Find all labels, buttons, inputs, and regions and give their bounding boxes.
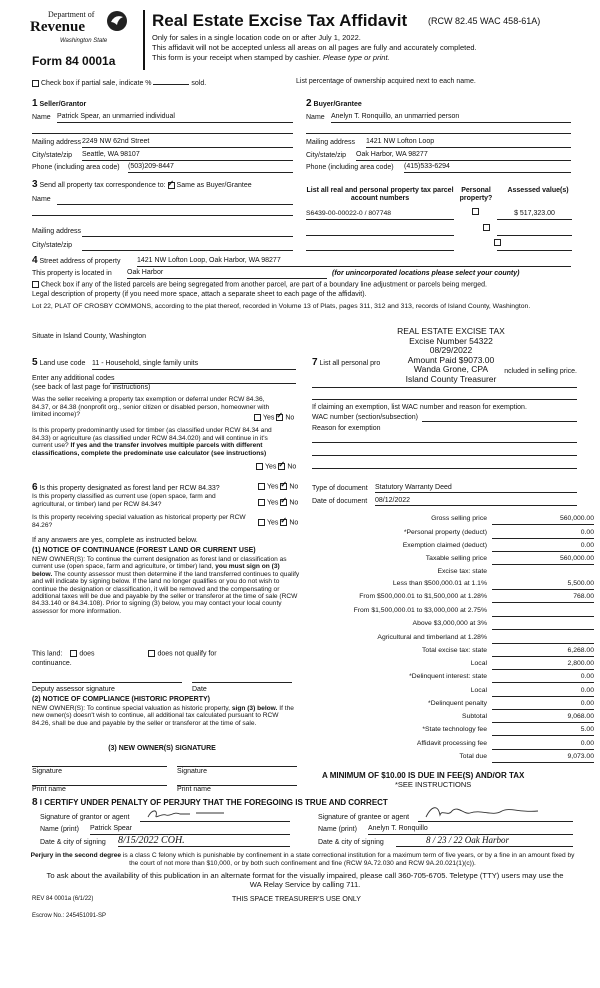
sec6-q3-yes[interactable] (258, 519, 265, 526)
seller-heading (32, 98, 86, 110)
partial-sale-checkbox[interactable] (32, 80, 39, 87)
print-name-label-1: Print name (32, 786, 66, 793)
form-number: Form 84 0001a (32, 54, 116, 68)
seller-city-label: City/state/zip (32, 152, 73, 159)
sec4-number: 4 (32, 255, 38, 266)
notice3-title: (3) NEW OWNER(S) SIGNATURE (108, 745, 216, 752)
grantor-sig-label: Signature of grantor or agent (40, 814, 130, 821)
calc-label: Local (470, 660, 487, 667)
form-title: Real Estate Excise Tax Affidavit (152, 11, 408, 30)
sec6-q3-yesno (258, 519, 298, 527)
calc-label: Exemption claimed (deduct) (402, 542, 487, 549)
sec7-label-a: List all personal pro (319, 360, 381, 367)
does-not-label: does not qualify for (157, 650, 217, 658)
sec5-q2-yesno (256, 463, 296, 471)
partial-sold-label: sold. (191, 80, 207, 87)
header-note2: This affidavit will not be accepted unless all areas on all pages are fully and accurately completed. (152, 43, 477, 52)
stamp-line6: Island County Treasurer (405, 373, 497, 384)
calc-value[interactable]: 5.00 (492, 726, 594, 736)
codes-label: Enter any additional codes (32, 375, 115, 382)
see-instructions: *SEE INSTRUCTIONS (395, 780, 472, 789)
legal-description[interactable]: Lot 22, PLAT OF CROSBY COMMONS, according to the plat thereof, recorded in Volume 13 of Plats, pages 311, 312 and 313, records of Island County, Washington. (32, 303, 531, 310)
wac-field[interactable] (422, 413, 577, 422)
calc-label: Local (470, 687, 487, 694)
located-label: This property is located in (32, 270, 112, 277)
reason-line2[interactable] (312, 447, 577, 456)
seller-name-label: Name (32, 114, 51, 121)
calc-value[interactable]: 2,800.00 (492, 660, 594, 670)
stamp-line2: Excise Number 54322 (409, 335, 493, 346)
calc-value[interactable]: 768.00 (492, 593, 594, 603)
sec5-q2 (32, 427, 284, 457)
sec6-q2: Is this property classified as current use (open space, farm and agricultural, or timber) land per RCW 84.34? (32, 493, 216, 508)
calc-value[interactable] (492, 568, 594, 578)
reason-line1[interactable] (312, 434, 577, 443)
grantee-name-field[interactable]: Anelyn T. Ronquillo (368, 825, 573, 835)
boundary-note: Check box if any of the listed parcels are being segregated from another parcel, are part of a boundary line adjustment or parcels being merged. (41, 281, 487, 289)
sec4-label: Street address of property (39, 258, 121, 265)
parcel-number-2[interactable] (306, 226, 454, 236)
owner-signature-1[interactable] (32, 757, 167, 767)
calc-value[interactable]: 0.00 (492, 700, 594, 710)
signature-label-2: Signature (177, 768, 207, 775)
grantee-signature-mark-icon (422, 803, 542, 821)
sec7-label-b: ncluded in selling price. (504, 368, 577, 375)
calc-label: *Delinquent interest: state (409, 673, 487, 680)
calc-row (312, 607, 597, 618)
buyer-city-label: City/state/zip (306, 152, 347, 159)
personal-property-checkbox-1[interactable] (472, 208, 479, 215)
sec3-heading (32, 179, 252, 191)
assessed-value-2[interactable] (497, 226, 572, 236)
codes-note: (see back of last page for instructions) (32, 384, 151, 391)
form-rcw: (RCW 82.45 WAC 458-61A) (428, 16, 541, 26)
sec3-mail-label: Mailing address (32, 228, 82, 235)
buyer-mail-field[interactable]: 1421 NW Lofton Loop (366, 138, 571, 148)
sec1-number: 1 (32, 98, 38, 109)
sec5-heading (32, 357, 85, 369)
sec3-name-line2[interactable] (32, 207, 293, 216)
rev-number: REV 84 0001a (6/1/22) (32, 896, 94, 902)
doc-date-label: Date of document (312, 498, 368, 505)
sec5-q2-no[interactable] (278, 463, 285, 470)
grantor-date-field[interactable]: 8/15/2022 COH. (118, 835, 290, 847)
calc-value[interactable] (492, 607, 594, 617)
header-note3 (152, 54, 390, 63)
grantee-name-label: Name (print) (318, 826, 357, 833)
land-label: This land: (32, 650, 63, 658)
calc-row (312, 753, 597, 764)
calc-row (312, 634, 597, 645)
does-qualify-checkbox[interactable] (70, 650, 77, 657)
calc-row (312, 713, 597, 724)
calc-value[interactable]: 0.00 (492, 542, 594, 552)
print-name-label-2: Print name (177, 786, 211, 793)
land-use-code-field[interactable]: 11 - Household, single family units (92, 360, 296, 370)
notice2-a: NEW OWNER(S): To continue special valuation as historic property, (32, 705, 232, 712)
situate-text: Situate in Island County, Washington (32, 333, 147, 340)
assessed-value-3[interactable] (497, 241, 572, 251)
partial-percent-field[interactable] (153, 77, 189, 85)
assessed-value-1[interactable]: $ 517,323.00 (497, 210, 572, 220)
stamp-line1: REAL ESTATE EXCISE TAX (397, 326, 505, 336)
calc-value[interactable]: 0.00 (492, 687, 594, 697)
land-qualify-row (32, 650, 217, 658)
sec3-name-label: Name (32, 196, 51, 203)
sec5-q2-bold: If yes and the transfer involves multiple parcels with different classifications, complete the predominate use calculator (see instructions) (32, 442, 267, 457)
calc-label: *State technology fee (422, 726, 487, 733)
sec5-q1-yesno (254, 414, 294, 422)
notice1-title: (1) NOTICE OF CONTINUANCE (FOREST LAND OR CURRENT USE) (32, 547, 256, 554)
sec6-q2-no[interactable] (280, 499, 287, 506)
calc-value[interactable]: 0.00 (492, 673, 594, 683)
calc-value[interactable]: 6,268.00 (492, 647, 594, 657)
seller-name-line2[interactable] (32, 125, 293, 134)
seller-phone-field[interactable]: (503)209-8447 (128, 163, 293, 173)
dor-logo (30, 8, 130, 48)
located-note: (for unincorporated locations please select your county) (332, 270, 520, 277)
calc-label: Total due (459, 753, 487, 760)
sec6-number: 6 (32, 482, 38, 493)
boundary-row (32, 281, 592, 289)
buyer-city-field[interactable]: Oak Harbor, WA 98277 (356, 151, 571, 161)
perjury-text (30, 852, 575, 867)
calc-label: Subtotal (462, 713, 487, 720)
sec6-q1-yesno (258, 483, 298, 491)
calc-row (312, 515, 597, 526)
legal-note: Legal description of property (if you need more space, attach a separate sheet to each page of the affidavit). (32, 291, 367, 298)
calc-row (312, 673, 597, 684)
located-field[interactable]: Oak Harbor (127, 269, 327, 279)
deputy-signature-line[interactable] (32, 673, 182, 683)
stamp-line3: 08/29/2022 (429, 345, 473, 356)
notice1-c: The county assessor must then determine if the land transferred continues to qualify and will indicate by signing below. If the land no longer qualifies or you do not wish to continue the designation or classification, it will be removed and the compensating or additional taxes will be due and payable by the seller or transferor at the time of sale (RCW 84.33.140 or 84.34.108). Prior to signing (3) below, you may contact your local county assessor for more information. (32, 570, 300, 615)
calc-label: Excise tax: state (437, 568, 487, 575)
signature-label-1: Signature (32, 768, 62, 775)
notice2-body (32, 705, 298, 727)
reason-label: Reason for exemption (312, 425, 381, 432)
calc-label: Total excise tax: state (422, 647, 487, 654)
calc-row (312, 726, 597, 737)
parcel-number-3[interactable] (306, 241, 454, 251)
sec7-line1[interactable] (312, 382, 577, 388)
sec6-q1: Is this property designated as forest land per RCW 84.33? (39, 485, 220, 492)
same-as-buyer-checkbox[interactable] (168, 182, 175, 189)
calc-value[interactable]: 0.00 (492, 740, 594, 750)
sec6-q3: Is this property receiving special valuation as historical property per RCW 84.26? (32, 514, 246, 529)
parcel-number-1[interactable]: S6439-00-00022-0 / 807748 (306, 210, 454, 220)
notice1-body (32, 556, 300, 615)
grantee-signature[interactable] (418, 811, 573, 822)
minimum-due: A MINIMUM OF $10.00 IS DUE IN FEE(S) AND/OR TAX (322, 771, 525, 780)
assessed-col-header: Assessed value(s) (507, 187, 569, 194)
doc-date-field[interactable]: 08/12/2022 (375, 497, 577, 506)
dept-line1: Department of (48, 10, 95, 19)
notice2-c: If the new owner(s) doesn't wish to continue, all additional tax calculated pursuant to RCW 84.26, shall be due and payable by the seller or transferor at the time of sale. (32, 705, 294, 727)
calc-row (312, 529, 597, 540)
calc-row (312, 620, 597, 631)
does-label: does (79, 650, 95, 658)
buyer-name-field[interactable]: Anelyn T. Ronquillo, an unmarried person (331, 113, 571, 123)
partial-sale-row (32, 77, 206, 88)
note3-a: This form is your receipt when stamped by cashier. (152, 53, 323, 62)
yes-label: Yes (263, 414, 275, 422)
sec7-number: 7 (312, 357, 318, 368)
seller-mail-field[interactable]: 2249 NW 62nd Street (82, 138, 293, 148)
calc-row (312, 660, 597, 671)
sec6-q2-yes[interactable] (258, 499, 265, 506)
parcel-col-header: List all real and personal property tax parcel account numbers (306, 187, 454, 203)
calc-value[interactable]: 9,068.00 (492, 713, 594, 723)
yes-label: Yes (267, 483, 279, 491)
continuance-label: continuance. (32, 660, 72, 667)
grantor-date-label: Date & city of signing (40, 839, 106, 846)
sec2-title: Buyer/Grantee (313, 101, 362, 108)
does-not-qualify-checkbox[interactable] (148, 650, 155, 657)
boundary-checkbox[interactable] (32, 281, 39, 288)
grantor-name-label: Name (print) (40, 826, 79, 833)
header-note1: Only for sales in a single location code on or after July 1, 2022. (152, 33, 361, 42)
notice1-b: you must sign on (3) below. (32, 563, 280, 578)
sec7-line2[interactable] (312, 394, 577, 400)
sec6-q1-no[interactable] (280, 483, 287, 490)
no-label: No (287, 463, 297, 471)
owner-print-2[interactable] (177, 776, 297, 786)
calc-value[interactable]: 560,000.00 (492, 515, 594, 525)
deputy-label: Deputy assessor signature (32, 686, 115, 693)
buyer-phone-field[interactable]: (415)533-6294 (404, 163, 571, 173)
calc-row (312, 593, 597, 604)
buyer-mail-label: Mailing address (306, 139, 356, 146)
calc-label: From $1,500,000.01 to $3,000,000 at 2.75% (353, 607, 487, 614)
partial-sale-label: Check box if partial sale, indicate % (41, 80, 152, 87)
sec8-title: I CERTIFY UNDER PENALTY OF PERJURY THAT THE FOREGOING IS TRUE AND CORRECT (39, 798, 388, 807)
grantor-name-field[interactable]: Patrick Spear (90, 825, 290, 835)
calc-value[interactable] (492, 634, 594, 644)
deputy-date-label: Date (192, 686, 207, 693)
grantee-date-label: Date & city of signing (318, 839, 384, 846)
codes-field[interactable] (110, 374, 296, 384)
sec5-q2-text: Is this property predominantly used for timber (as classified under RCW 84.34 and 84.33) or agriculture (as classified under RCW 84.34.020) and will continue in it's current use? (32, 427, 272, 450)
calc-label: Gross selling price (431, 515, 487, 522)
no-label: No (289, 499, 299, 507)
doc-type-field[interactable]: Statutory Warranty Deed (375, 484, 577, 493)
treasurer-use: THIS SPACE TREASURER'S USE ONLY (232, 896, 361, 903)
dept-line3: Washington State (60, 38, 108, 44)
seller-name-field[interactable]: Patrick Spear, an unmarried individual (57, 113, 293, 123)
calc-value[interactable]: 0.00 (492, 529, 594, 539)
calc-row (312, 580, 597, 591)
sec5-q1-no[interactable] (276, 414, 283, 421)
yes-label: Yes (267, 519, 279, 527)
grantor-signature-mark-icon (146, 807, 226, 821)
owner-signature-2[interactable] (177, 757, 297, 767)
stamp-line4: Amount Paid $9073.00 (407, 354, 495, 365)
ownership-note: List percentage of ownership acquired next to each name. (296, 78, 476, 85)
sec5-number: 5 (32, 357, 38, 368)
sec4-heading (32, 255, 120, 267)
calc-label: Agricultural and timberland at 1.28% (377, 634, 487, 641)
reason-line3[interactable] (312, 460, 577, 469)
sec7-heading (312, 354, 577, 369)
exempt-note: If claiming an exemption, list WAC number and reason for exemption. (312, 404, 527, 411)
calc-label: Less than $500,000.01 at 1.1% (392, 580, 487, 587)
grantor-signature[interactable] (140, 811, 290, 822)
no-label: No (285, 414, 295, 422)
stamp-line5: Wanda Grone, CPA (413, 364, 489, 375)
buyer-heading (306, 98, 362, 110)
calc-row (312, 647, 597, 658)
sec3-number: 3 (32, 179, 38, 190)
calc-value[interactable]: 560,000.00 (492, 555, 594, 565)
personal-col-header: Personal property? (459, 187, 493, 203)
calc-row (312, 700, 597, 711)
dept-line2: Revenue (30, 19, 85, 35)
buyer-name-line2[interactable] (306, 125, 571, 134)
sec1-title: Seller/Grantor (39, 101, 87, 108)
sec3-name-field[interactable] (57, 195, 293, 205)
calc-row (312, 687, 597, 698)
calc-row (312, 542, 597, 553)
calc-row (312, 568, 597, 579)
sec6-q2-yesno (258, 499, 298, 507)
calc-row (312, 555, 597, 566)
calc-value[interactable] (492, 620, 594, 630)
perjury-body: is a class C felony which is punishable by confinement in a state correctional institution for a maximum term of five years, or by a fine in an amount fixed by the court of not more than $10,000, or by both such confinement and fine (RCW 9A.72.030 and RCW 9A.20.021(1)(c)). (121, 852, 575, 867)
deputy-date-line[interactable] (192, 673, 292, 683)
grantee-sig-label: Signature of grantee or agent (318, 814, 410, 821)
sec6-if-yes: If any answers are yes, complete as instructed below. (32, 537, 198, 544)
buyer-phone-label: Phone (including area code) (306, 164, 394, 171)
calc-label: Taxable selling price (425, 555, 487, 562)
dor-seal-icon (106, 10, 128, 32)
escrow-number: Escrow No.: 245451091-SP (32, 913, 107, 919)
sec6-q1-yes[interactable] (258, 483, 265, 490)
seller-phone-label: Phone (including area code) (32, 164, 120, 171)
sec5-q1: Was the seller receiving a property tax exemption or deferral under RCW 84.36, 84.37, or 84.38 (nonprofit org., senior citizen or disabled person, homeowner with limited income)? (32, 396, 270, 419)
note3-b: Please type or print. (322, 53, 390, 62)
calc-label: Affidavit processing fee (416, 740, 487, 747)
perjury-bold: Perjury in the second degree (30, 852, 122, 859)
calc-label: *Delinquent penalty (428, 700, 487, 707)
notice1-a: NEW OWNER(S): To continue the current designation as forest land or classification as current use (open space, farm and agriculture, or timber) land, (32, 556, 287, 571)
sec6-q1-row (32, 482, 220, 494)
calc-label: *Personal property (deduct) (403, 529, 487, 536)
sec8-number: 8 (32, 797, 38, 808)
grantee-date-field[interactable]: 8 / 23 / 22 Oak Harbor (396, 835, 573, 847)
calc-value[interactable]: 5,500.00 (492, 580, 594, 590)
calc-label: Above $3,000,000 at 3% (412, 620, 487, 627)
yes-label: Yes (265, 463, 277, 471)
doc-type-label: Type of document (312, 485, 368, 492)
wac-label: WAC number (section/subsection) (312, 414, 418, 421)
property-address-field[interactable]: 1421 NW Lofton Loop, Oak Harbor, WA 98277 (137, 257, 571, 267)
owner-print-1[interactable] (32, 776, 167, 786)
no-label: No (289, 519, 299, 527)
no-label: No (289, 483, 299, 491)
sec5-q1-yes[interactable] (254, 414, 261, 421)
sec6-q3-no[interactable] (280, 519, 287, 526)
calc-label: From $500,000.01 to $1,500,000 at 1.28% (359, 593, 487, 600)
yes-label: Yes (267, 499, 279, 507)
notice2-title: (2) NOTICE OF COMPLIANCE (HISTORIC PROPERTY) (32, 696, 210, 703)
personal-property-checkbox-2[interactable] (483, 224, 490, 231)
same-as-buyer-label: Same as Buyer/Grantee (176, 182, 252, 189)
sec2-number: 2 (306, 98, 312, 109)
notice2-b: sign (3) below. (231, 705, 278, 712)
sec3-mail-field[interactable] (82, 227, 293, 237)
seller-city-field[interactable]: Seattle, WA 98107 (82, 151, 293, 161)
calc-row (312, 740, 597, 751)
sec3-city-field[interactable] (82, 241, 293, 251)
buyer-name-label: Name (306, 114, 325, 121)
header-divider (143, 10, 145, 70)
calc-value[interactable]: 9,073.00 (492, 753, 594, 763)
sec5-label: Land use code (39, 360, 86, 367)
seller-mail-label: Mailing address (32, 139, 82, 146)
alt-format-text: To ask about the availability of this publication in an alternate format for the visually impaired, please call 360-705-6705. Teletype (TTY) users may use the WA Relay Service by calling 711. (46, 871, 564, 889)
sec5-q2-yes[interactable] (256, 463, 263, 470)
sec3-label: Send all property tax correspondence to: (39, 182, 166, 189)
sec3-city-label: City/state/zip (32, 242, 73, 249)
